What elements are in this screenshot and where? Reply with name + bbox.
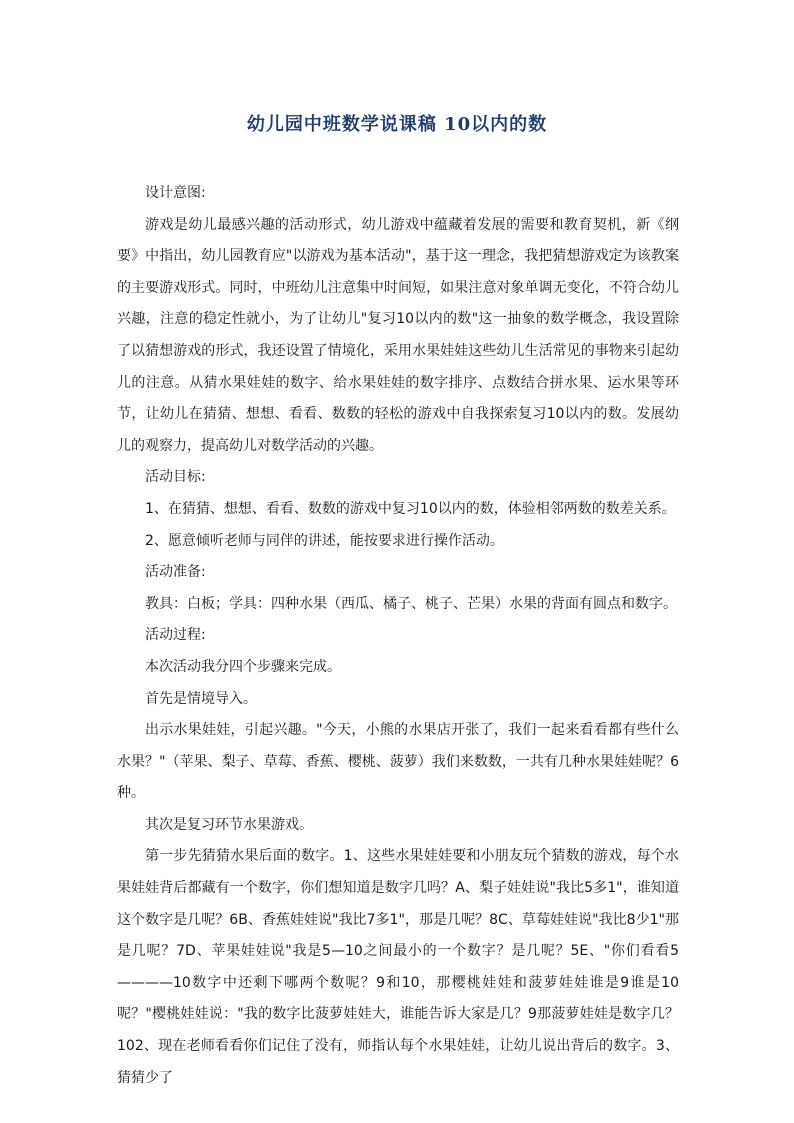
paragraph-step-1: 出示水果娃娃，引起兴趣。"今天，小熊的水果店开张了，我们一起来看看都有些什么水果？"（苹果、梨子、草莓、香蕉、樱桃、菠萝）我们来数数，一共有几种水果娃娃呢？6种。 (117, 722, 679, 802)
section-heading-process: 活动过程: (145, 627, 206, 644)
section-heading-preparation: 活动准备: (145, 564, 206, 581)
document-title: 幼儿园中班数学说课稿 10以内的数 (246, 114, 548, 135)
paragraph-step-1-heading: 首先是情境导入。 (145, 690, 257, 707)
objective-item-2: 2、愿意倾听老师与同伴的讲述，能按要求进行操作活动。 (145, 532, 504, 549)
paragraph-process-intro: 本次活动我分四个步骤来完成。 (145, 658, 341, 675)
paragraph-step-2: 第一步先猜猜水果后面的数字。1、这些水果娃娃要和小朋友玩个猜数的游戏，每个水果娃娃背后都藏有一个数字，你们想知道是数字几吗？A、梨子娃娃说"我比5多1"，谁知道这个数字是几呢？6B、香蕉娃娃说"我比7多1"，那是几呢？8C、草莓娃娃说"我比8少1"那是几呢？7D、苹果娃娃说"我是5—10之间最小的一个数字？是几呢？5E、"你们看看5————10数字中还剩下哪两个数呢？9和10，那樱桃娃娃和菠萝娃娃谁是9谁是10呢？"樱桃娃娃说："我的数字比菠萝娃娃大，谁能告诉大家是几？9那菠萝娃娃是数字几？102、现在老师看看你们记住了没有，师指认每个水果娃娃，让幼儿说出背后的数字。3、猜猜少了 (117, 848, 679, 1086)
objective-item-1: 1、在猜猜、想想、看看、数数的游戏中复习10以内的数，体验相邻两数的数差关系。 (145, 500, 676, 517)
paragraph-design-intent: 游戏是幼儿最感兴趣的活动形式，幼儿游戏中蕴藏着发展的需要和教育契机，新《纲要》中指出，幼儿园教育应"以游戏为基本活动"，基于这一理念，我把猜想游戏定为该教案的主要游戏形式。同时，中班幼儿注意集中时间短，如果注意对象单调无变化，不符合幼儿兴趣，注意的稳定性就小，为了让幼儿"复习10以内的数"这一抽象的数学概念，我设置除了以猜想游戏的形式，我还设置了情境化，采用水果娃娃这些幼儿生活常见的事物来引起幼儿的注意。从猜水果娃娃的数字、给水果娃娃的数字排序、点数结合拼水果、运水果等环节，让幼儿在猜猜、想想、看看、数数的轻松的游戏中自我探索复习10以内的数。发展幼儿的观察力，提高幼儿对数学活动的兴趣。 (117, 216, 679, 454)
paragraph-preparation: 教具：白板；学具：四种水果（西瓜、橘子、桃子、芒果）水果的背面有圆点和数字。 (145, 595, 677, 612)
document-body (117, 178, 679, 1094)
section-heading-objectives: 活动目标: (145, 469, 206, 486)
paragraph-step-2-heading: 其次是复习环节水果游戏。 (145, 816, 313, 833)
section-heading-design-intent: 设计意图: (145, 185, 206, 201)
